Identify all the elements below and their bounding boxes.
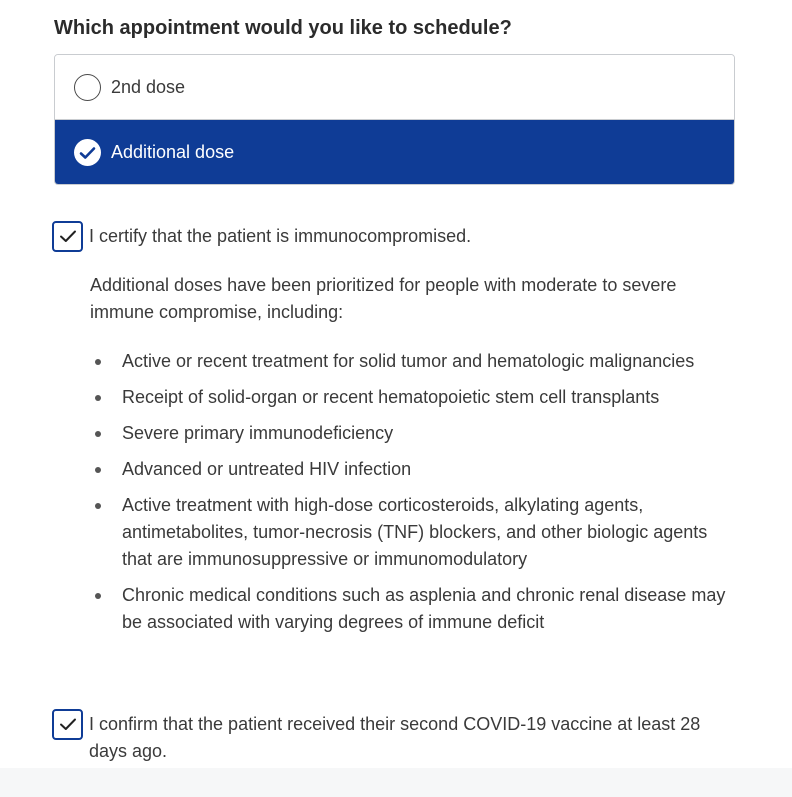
list-item: Active treatment with high-dose corticosteroids, alkylating agents, antimetabolites, tumor-necrosis (TNF) blockers, and other biologic agents that are immunosuppressive or immunomodulatory bbox=[90, 492, 740, 573]
bullet-icon bbox=[95, 593, 101, 599]
option-label: 2nd dose bbox=[111, 76, 186, 97]
list-item: Chronic medical conditions such as asplenia and chronic renal disease may be associated with varying degrees of immune deficit bbox=[90, 582, 740, 636]
question-heading: Which appointment would you like to schedule? bbox=[54, 17, 512, 39]
bullet-icon bbox=[95, 467, 101, 473]
radio-checked-icon[interactable] bbox=[74, 139, 101, 166]
certify-label: I certify that the patient is immunocompromised. bbox=[89, 226, 472, 246]
conditions-list bbox=[90, 348, 740, 645]
certify-immunocompromised-row[interactable] bbox=[52, 223, 729, 252]
footer-band bbox=[0, 768, 792, 797]
checkmark-icon bbox=[59, 229, 77, 244]
bullet-icon bbox=[95, 431, 101, 437]
bullet-icon bbox=[95, 503, 101, 509]
radio-unchecked-icon[interactable] bbox=[74, 74, 101, 101]
certify-checkbox[interactable] bbox=[52, 221, 83, 252]
option-label: Additional dose bbox=[111, 142, 235, 162]
bullet-icon bbox=[95, 395, 101, 401]
checkmark-icon bbox=[59, 717, 77, 732]
bullet-icon bbox=[95, 359, 101, 365]
confirm-checkbox[interactable] bbox=[52, 709, 83, 740]
option-2nd-dose[interactable] bbox=[55, 55, 734, 120]
confirm-second-dose-row[interactable] bbox=[52, 711, 729, 765]
confirm-label: I confirm that the patient received their second COVID-19 vaccine at least 28 days ago. bbox=[89, 714, 701, 761]
list-item: Receipt of solid-organ or recent hematopoietic stem cell transplants bbox=[90, 384, 740, 411]
list-item: Advanced or untreated HIV infection bbox=[90, 456, 740, 483]
list-item: Active or recent treatment for solid tumor and hematologic malignancies bbox=[90, 348, 740, 375]
intro-paragraph: Additional doses have been prioritized for people with moderate to severe immune compromise, including: bbox=[90, 275, 677, 322]
list-item: Severe primary immunodeficiency bbox=[90, 420, 740, 447]
appointment-type-radio-group bbox=[54, 54, 735, 185]
option-additional-dose[interactable] bbox=[55, 120, 734, 185]
